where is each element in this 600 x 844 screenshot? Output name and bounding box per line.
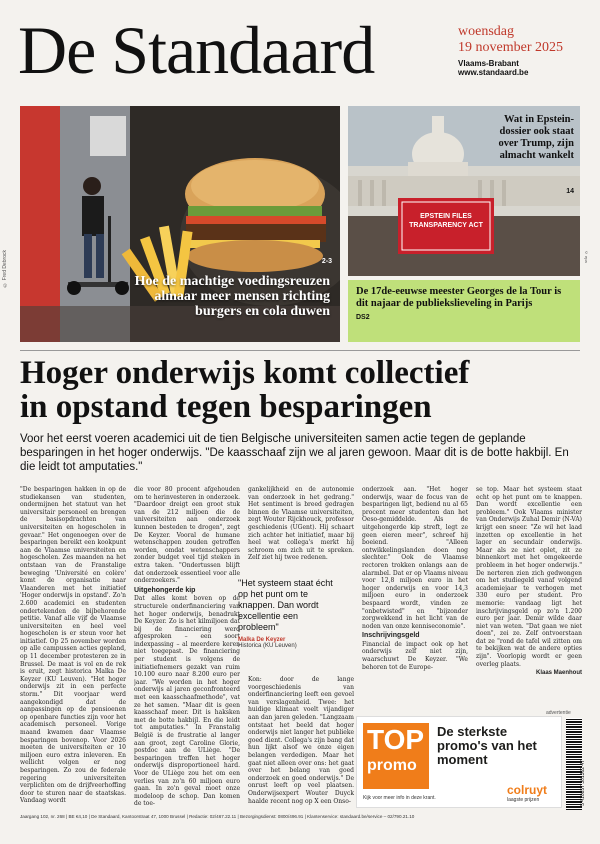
photo-left-caption[interactable]: Hoe de machtige voedingsreuzen almaar meer mensen richting burgers en cola duwen <box>134 274 330 319</box>
article-column-1 <box>20 486 126 806</box>
headline-line-2: in opstand tegen besparingen <box>20 389 432 425</box>
ad-slogan: De sterkste promo's van het moment <box>437 724 537 767</box>
subhead-uitgehongerde-kip: Uitgehongerde kip <box>134 586 196 594</box>
colruyt-advertisement[interactable] <box>356 716 562 808</box>
article-lead: Voor het eerst voeren academici uit de tien Belgische universiteiten samen actie tegen de geplande besparingen in het hoger onderwijs. "De kaasschaaf zijn we al jaren gewoon. Maar dit is de botte hakbijl. En die leidt tot amputaties." <box>20 433 569 473</box>
article-column-3-bottom <box>248 676 354 806</box>
photo-left-page-ref: 2-3 <box>321 258 332 265</box>
subhead-inschrijvingsgeld: Inschrijvingsgeld <box>362 632 420 640</box>
protest-sign-line1: EPSTEIN FILES <box>420 213 472 220</box>
colruyt-tagline: laagste prijzen <box>507 797 540 803</box>
article-column-5 <box>476 486 582 712</box>
headline-line-1: Hoger onderwijs komt collectief <box>20 355 470 391</box>
column-5-text: se top. Maar het systeem staat echt op het punt om te knappen. Dan wordt excellentie een probleem." Ook Vlaams minister van Onderwijs Zuhal Demir (N-VA) krijgt een sneer. "Ze wil het laad inzetten op excellentie in het lager en secundair onderwijs. Maar als ze niet oplet, zit ze binnenkort met het omgekeerde probleem in het hoger onderwijs." De nerteren zien zich gedwongen om het studiegeld vanaf volgend academiejaar te verhogen met 330 euro per student. Pro memorie: vandaag ligt het inschrijvingsgeld op zo'n 1.200 euro per jaar. Demir wilde daar niet van weten. "Dat gaan we niet doen", zei ze. Zelf ontvoerstaan dat ze "rond de tafel wil zitten om te bekijken wat de andere opties zijn". Voorlopig wordt er geen overleg plaats. <box>476 486 582 668</box>
edition-region: Vlaams-Brabant <box>458 59 519 68</box>
ad-small-print: Kijk voor meer info in deze krant. <box>363 795 436 801</box>
top-promo-logo <box>363 723 429 789</box>
culture-teaser-text: De 17de-eeuwse meester Georges de la Tour is dit najaar de publiekslieveling in Parijs <box>356 286 562 309</box>
culture-teaser-page-ref: DS2 <box>356 314 370 321</box>
date-block <box>458 24 582 77</box>
main-headline[interactable] <box>20 356 580 424</box>
column-2-text-a: die voor 80 procent afgehouden om te herinvesteren in onderzoek. "Daardoor dreigt een groot stuk van de 212 miljoen die de universiteiten aan onderzoek kunnen besteden te drogen", zegt De Keyzer. Vooral de humane wetenschappen zouden getroffen worden, omdat wetenschappers zonder budget veel tijd steken in extra taken. "Ondertussen blijft dat onderzoek essentieel voor alle onderzoekers." <box>134 486 240 585</box>
article-author: Klaas Maenhout <box>535 670 582 677</box>
feature-photo-capitol[interactable] <box>348 106 580 276</box>
photo-right-page-ref: 14 <box>566 188 574 195</box>
pull-quote-role: Historica (KU Leuven) <box>238 643 297 649</box>
pull-quote <box>238 578 338 649</box>
edition-day: woensdag <box>458 24 514 39</box>
article-column-2 <box>134 486 240 806</box>
barcode-number: 5 410857 301362 47 <box>580 760 586 806</box>
newspaper-logo[interactable]: De Standaard <box>18 12 375 88</box>
article-column-4 <box>362 486 468 712</box>
divider <box>20 350 580 351</box>
article-column-3-top <box>248 486 354 568</box>
protest-sign <box>398 212 494 230</box>
top-promo-promo: promo <box>367 757 417 774</box>
photo-credit-right: © epa <box>584 250 589 263</box>
advertisement-label: advertentie <box>546 710 571 716</box>
column-4-text-b: Financial de impact ook op het onderwijs zelf niet zijn, waarschuwt De Keyzer. "We behoren tot de Europe- <box>362 640 468 671</box>
column-4-text-a: onderzoek aan. "Het hoger onderwijs, waar de focus van de besparingen ligt, bediend nu al 65 procent meer studenten dan het Oeso-gemiddelde. Als de uitgehongerde kip streft, legt ze geen eieren meer", schreef hij boeiend. "Alleen ontwikkelingslanden doen nog slechter." Ook de Vlaamse rectoren trokken onlangs aan de alarmbel. Dat er op Vlaams niveau voor 12,8 miljoen euro in het hoger onderwijs en voor 14,3 miljoen euro in onderzoek bespaard wordt, vinden ze "onbetwisted" en "bijzonder zorgwekkend in het licht van de noden van onze kenniseconomie". <box>362 486 468 630</box>
photo-credit-left: © Fred Debrock <box>2 250 8 288</box>
culture-teaser[interactable] <box>348 280 580 342</box>
masthead <box>18 12 582 92</box>
column-3-text-b: Kon: door de lange voorgeschiedenis van onderfinanciering leeft een gevoel van verslagenheid. Twee: het huidige klimaat voelt vijandiger aan dan jaren geleden. "Langzaam ontstaat het beeld dat hoger onderwijs niet langer het publieke goed dient. Collega's zijn bang dat hun lijkt alsof we onze eigen belangen verdedigen. Maar het gaat niet alleen over ons: het gaat over het belang van goed onderzoek en goed onderwijs." De onrust leeft op veel plaatsen. Onderwijsexpert Wouter Duyck haalde recent nog op X een Onso- <box>248 676 354 805</box>
feature-photo-food[interactable] <box>20 106 340 342</box>
pull-quote-name: Malka De Keyzer <box>238 637 286 643</box>
colophon-footer: Jaargang 102, nr. 268 | BE €4,10 | De Standaard, Kantoorstraat 47, 1000 Brussel | Redactie: 02/467.22.11 | Bezorgingsdienst: 0800/496.91 | Klantenservice: standaard.be/service – 02/790.21.10 <box>20 814 415 819</box>
pull-quote-text: "Het systeem staat écht op het punt om te knappen. Dan wordt excellentie een probleem" <box>238 578 333 632</box>
protest-sign-line2: TRANSPARENCY ACT <box>409 222 483 229</box>
photo-right-caption[interactable]: Wat in Epstein-dossier ook staat over Trump, zijn almacht wankelt <box>498 114 574 161</box>
column-1-text: "De besparingen hakken in op de studiekansen van studenten, ondermijnen het statuut van het universitair personeel en brengen de basisopdrachten van universiteiten en hogescholen in gevaar." Het ongenoegen over de besparingen bereikt een kookpunt aan de Vlaamse universiteiten en hogescholen. Zes maanden na het ontstaan van de Franstalige beweging 'Université en colère' komt de organisatie naar Vlaanderen met het initiatief 'Hoger onderwijs in opstand'. Zo'n 2.600 academici en studenten ondertekenden de bijbehorende petitie. Vanaf alle vijf de Vlaamse universiteiten en heel veel hogescholen is er steun voor het initiatief. Op 25 november worden op alle campussen acties gepland, op 11 december protesteren ze in Brussel. De maat is vol en de rek is eruit, zegt historica Malka De Keyzer (KU Leuven). "Het hoger onderwijs zit in een perfecte storm." Dit voorjaar werd aangekondigd dat de aanpassingen op de pensioenen op openbare functies zijn voor het academisch personeel. Vorige maand kwamen daar Vlaamse besparingen bovenop. Voor 2026 moeten de universiteiten er 10 miljoen euro extra inleveren. En wellicht volgen er nog besparingen. Zo zou de federale regering universiteiten verplichten om de drijfveerhoffing door te sturen naar de staatskas. Vandaag wordt <box>20 486 126 805</box>
edition-date: 19 november 2025 <box>458 40 563 55</box>
colruyt-logo: colruyt <box>507 783 548 797</box>
column-3-text-a: gankelijkheid en de autonomie van onderzoek in het gedrang." Het sentiment is breed gedragen binnen de Vlaamse universiteiten, zegt Wouter Rijckhouck, professor geschiedenis (UGent). Hij schaart zich achter het initiatief, maar bij heel wat collega's merkt hij schroom om zich uit te spreken. Zelf ziet hij twee redenen. <box>248 486 354 562</box>
column-2-text-b: Dat alles komt boven op de structurele onderfinanciering van het hoger onderwijs, benadrukt De Keyzer. Zo is het kilmiljoen dat bij de financiering werd afgesproken – een soort indexpassing – al meerdere keren niet toegepast. De financiering per student is volgens de initiatiefnemers gezakt van ruim 10.100 euro naar 8.200 euro per jaar. "We worden in het hoger onderwijs al jaren geconfronteerd met een kaasschaafmethode", vat ze het samen. "Maar dit is geen kaasschaaf meer. Dit is haksken met de botte hakbijl. En die leidt tot amputaties." In Franstalig België is de frustratie al langer aan groot, zegt Caroline Glorie, postdoc aan de ULiège. "De besparingen treffen het hoger onderwijs disproportioneel hard. Voor de ULiège zou het om een verlies van zo'n 60 miljoen euro gaan. In zo'n geval moet onze modeloop de schop. Dan komen de toe- <box>134 595 240 806</box>
website-link[interactable]: www.standaard.be <box>458 68 529 77</box>
top-promo-top: TOP <box>367 724 425 755</box>
